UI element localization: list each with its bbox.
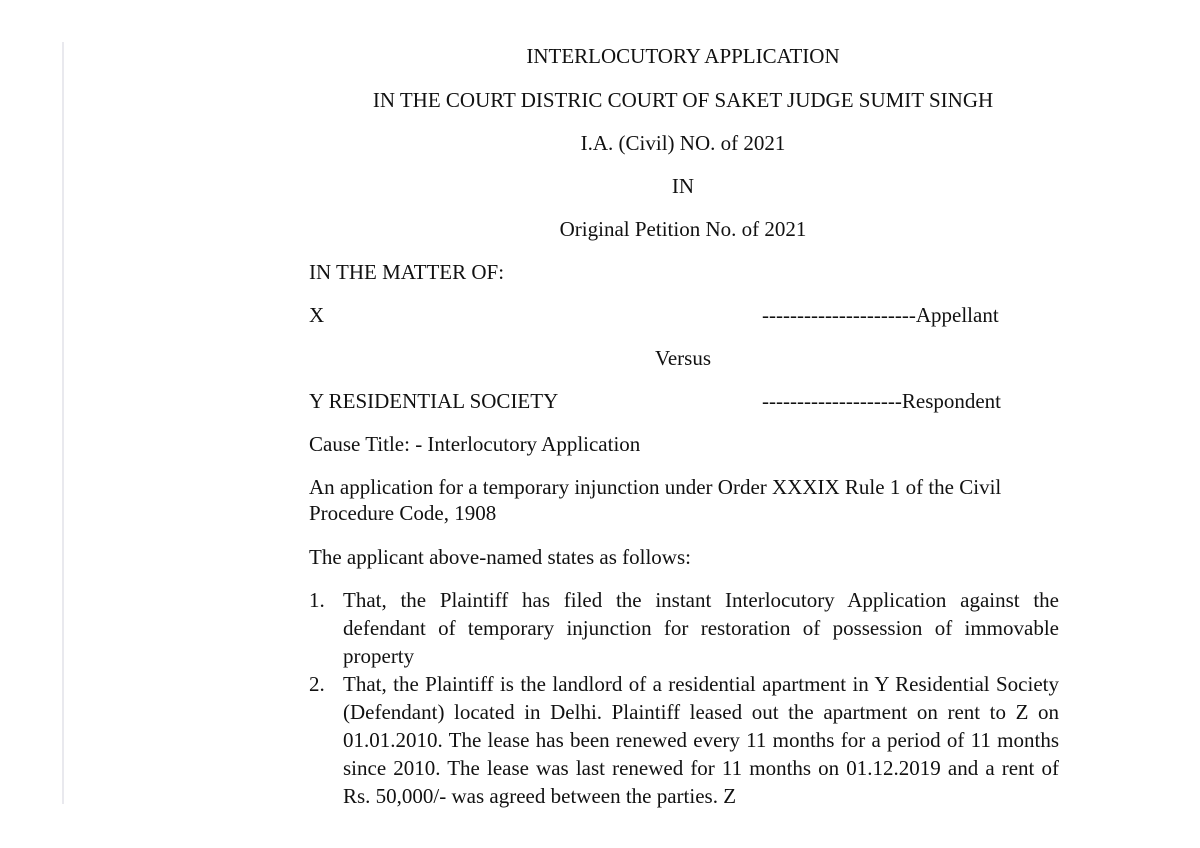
versus-label: Versus bbox=[655, 346, 711, 370]
list-item-number: 2. bbox=[309, 672, 325, 696]
intro-statement: The applicant above-named states as follows: bbox=[309, 545, 691, 569]
appellant-role: ----------------------Appellant bbox=[762, 303, 999, 327]
list-item-text: That, the Plaintiff is the landlord of a residential apartment in Y Residential Society (Defendant) located in Delhi. Plaintiff leased out the apartment on rent to Z on 01.01.2010. The lease has been renewed every 11 months for a period of 11 months since 2010. The lease was last renewed for 11 months on 01.12.2019 and a rent of Rs. 50,000/- was agreed between the parties. Z bbox=[343, 672, 1059, 808]
appellant-name: X bbox=[309, 303, 325, 327]
matter-of-heading: IN THE MATTER OF: bbox=[309, 260, 505, 284]
list-item-number: 1. bbox=[309, 588, 325, 612]
petition-line: Original Petition No. of 2021 bbox=[559, 217, 807, 241]
respondent-name: Y RESIDENTIAL SOCIETY bbox=[309, 389, 559, 413]
ia-number-line: I.A. (Civil) NO. of 2021 bbox=[580, 131, 786, 155]
application-description: An application for a temporary injunction under Order XXXIX Rule 1 of the Civil Procedure Code, 1908 bbox=[309, 475, 1002, 525]
in-label: IN bbox=[671, 174, 695, 198]
cause-title: Cause Title: - Interlocutory Application bbox=[309, 432, 641, 456]
list-item bbox=[309, 670, 1059, 810]
list-item-text: That, the Plaintiff has filed the instant Interlocutory Application against the defendant of temporary injunction for restoration of possession of immovable property bbox=[343, 588, 1059, 668]
court-line: IN THE COURT DISTRIC COURT OF SAKET JUDGE SUMIT SINGH bbox=[372, 88, 994, 112]
list-item bbox=[309, 586, 1059, 670]
respondent-role: --------------------Respondent bbox=[762, 389, 1002, 413]
document-heading: INTERLOCUTORY APPLICATION bbox=[526, 44, 840, 68]
numbered-points bbox=[309, 586, 1059, 810]
